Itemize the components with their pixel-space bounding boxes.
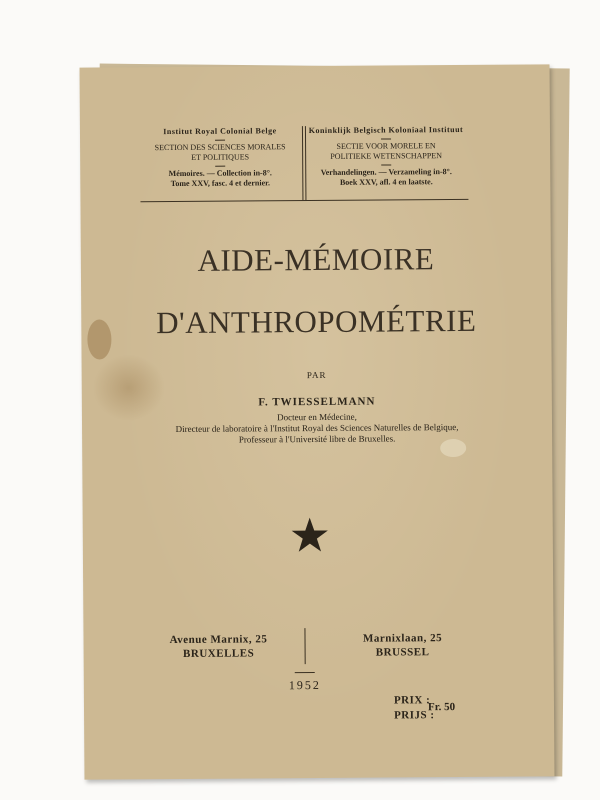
city-nl: BRUSSEL [375, 646, 430, 659]
publisher-header [140, 125, 469, 202]
header-dutch-column [306, 125, 466, 188]
book-cover [80, 64, 555, 779]
section-name-nl-line2: POLITIEKE WETENSCHAPPEN [330, 151, 442, 161]
by-label: PAR [306, 369, 327, 381]
street-fr: Avenue Marnix, 25 [169, 633, 268, 647]
publication-year: 1952 [288, 677, 321, 693]
series-fr-line1: Mémoires. — Collection in-8°. [168, 168, 272, 179]
series-nl-line1: Verhandelingen. — Verzameling in-8°. [320, 167, 452, 177]
institute-name-fr: Institut Royal Colonial Belge [163, 126, 277, 137]
institute-name-nl: Koninklijk Belgisch Koloniaal Instituut [308, 124, 464, 136]
street-nl: Marnixlaan, 25 [362, 632, 443, 645]
divider-dash [381, 164, 391, 165]
author-credentials [82, 410, 552, 446]
price-label-fr: PRIX : [393, 694, 431, 707]
credential-line: Docteur en Médecine, [277, 411, 357, 423]
series-fr-line2: Tome XXV, fasc. 4 et dernier. [170, 178, 270, 189]
price-label-nl: PRIJS : [394, 709, 435, 722]
title-line1: AIDE-MÉMOIRE [197, 241, 435, 278]
divider-dash [215, 140, 225, 141]
header-french-column [140, 126, 300, 189]
credential-line: Professeur à l'Université libre de Bruxelles. [238, 433, 396, 445]
credential-line: Directeur de laboratoire à l'Institut Royal des Sciences Naturelles de Belgique, [175, 422, 459, 434]
author-name: F. TWIESSELMANN [258, 395, 376, 409]
divider-dash [381, 138, 391, 139]
series-nl-line2: Boek XXV, afl. 4 en laatste. [339, 177, 433, 187]
city-fr: BRUXELLES [182, 647, 255, 660]
section-name-fr-line2: ET POLITIQUES [191, 152, 250, 162]
section-name-fr-line1: SECTION DES SCIENCES MORALES [154, 142, 286, 153]
address-divider [304, 628, 305, 664]
star-icon [291, 516, 329, 554]
address-dutch [327, 631, 477, 660]
address-french [143, 632, 293, 661]
price-amount: Fr. 50 [427, 701, 456, 714]
year-dash [295, 672, 315, 673]
section-name-nl-line1: SECTIE VOOR MORELE EN [336, 141, 436, 151]
title-line2: D'ANTHROPOMÉTRIE [156, 302, 477, 341]
divider-dash [215, 166, 225, 167]
